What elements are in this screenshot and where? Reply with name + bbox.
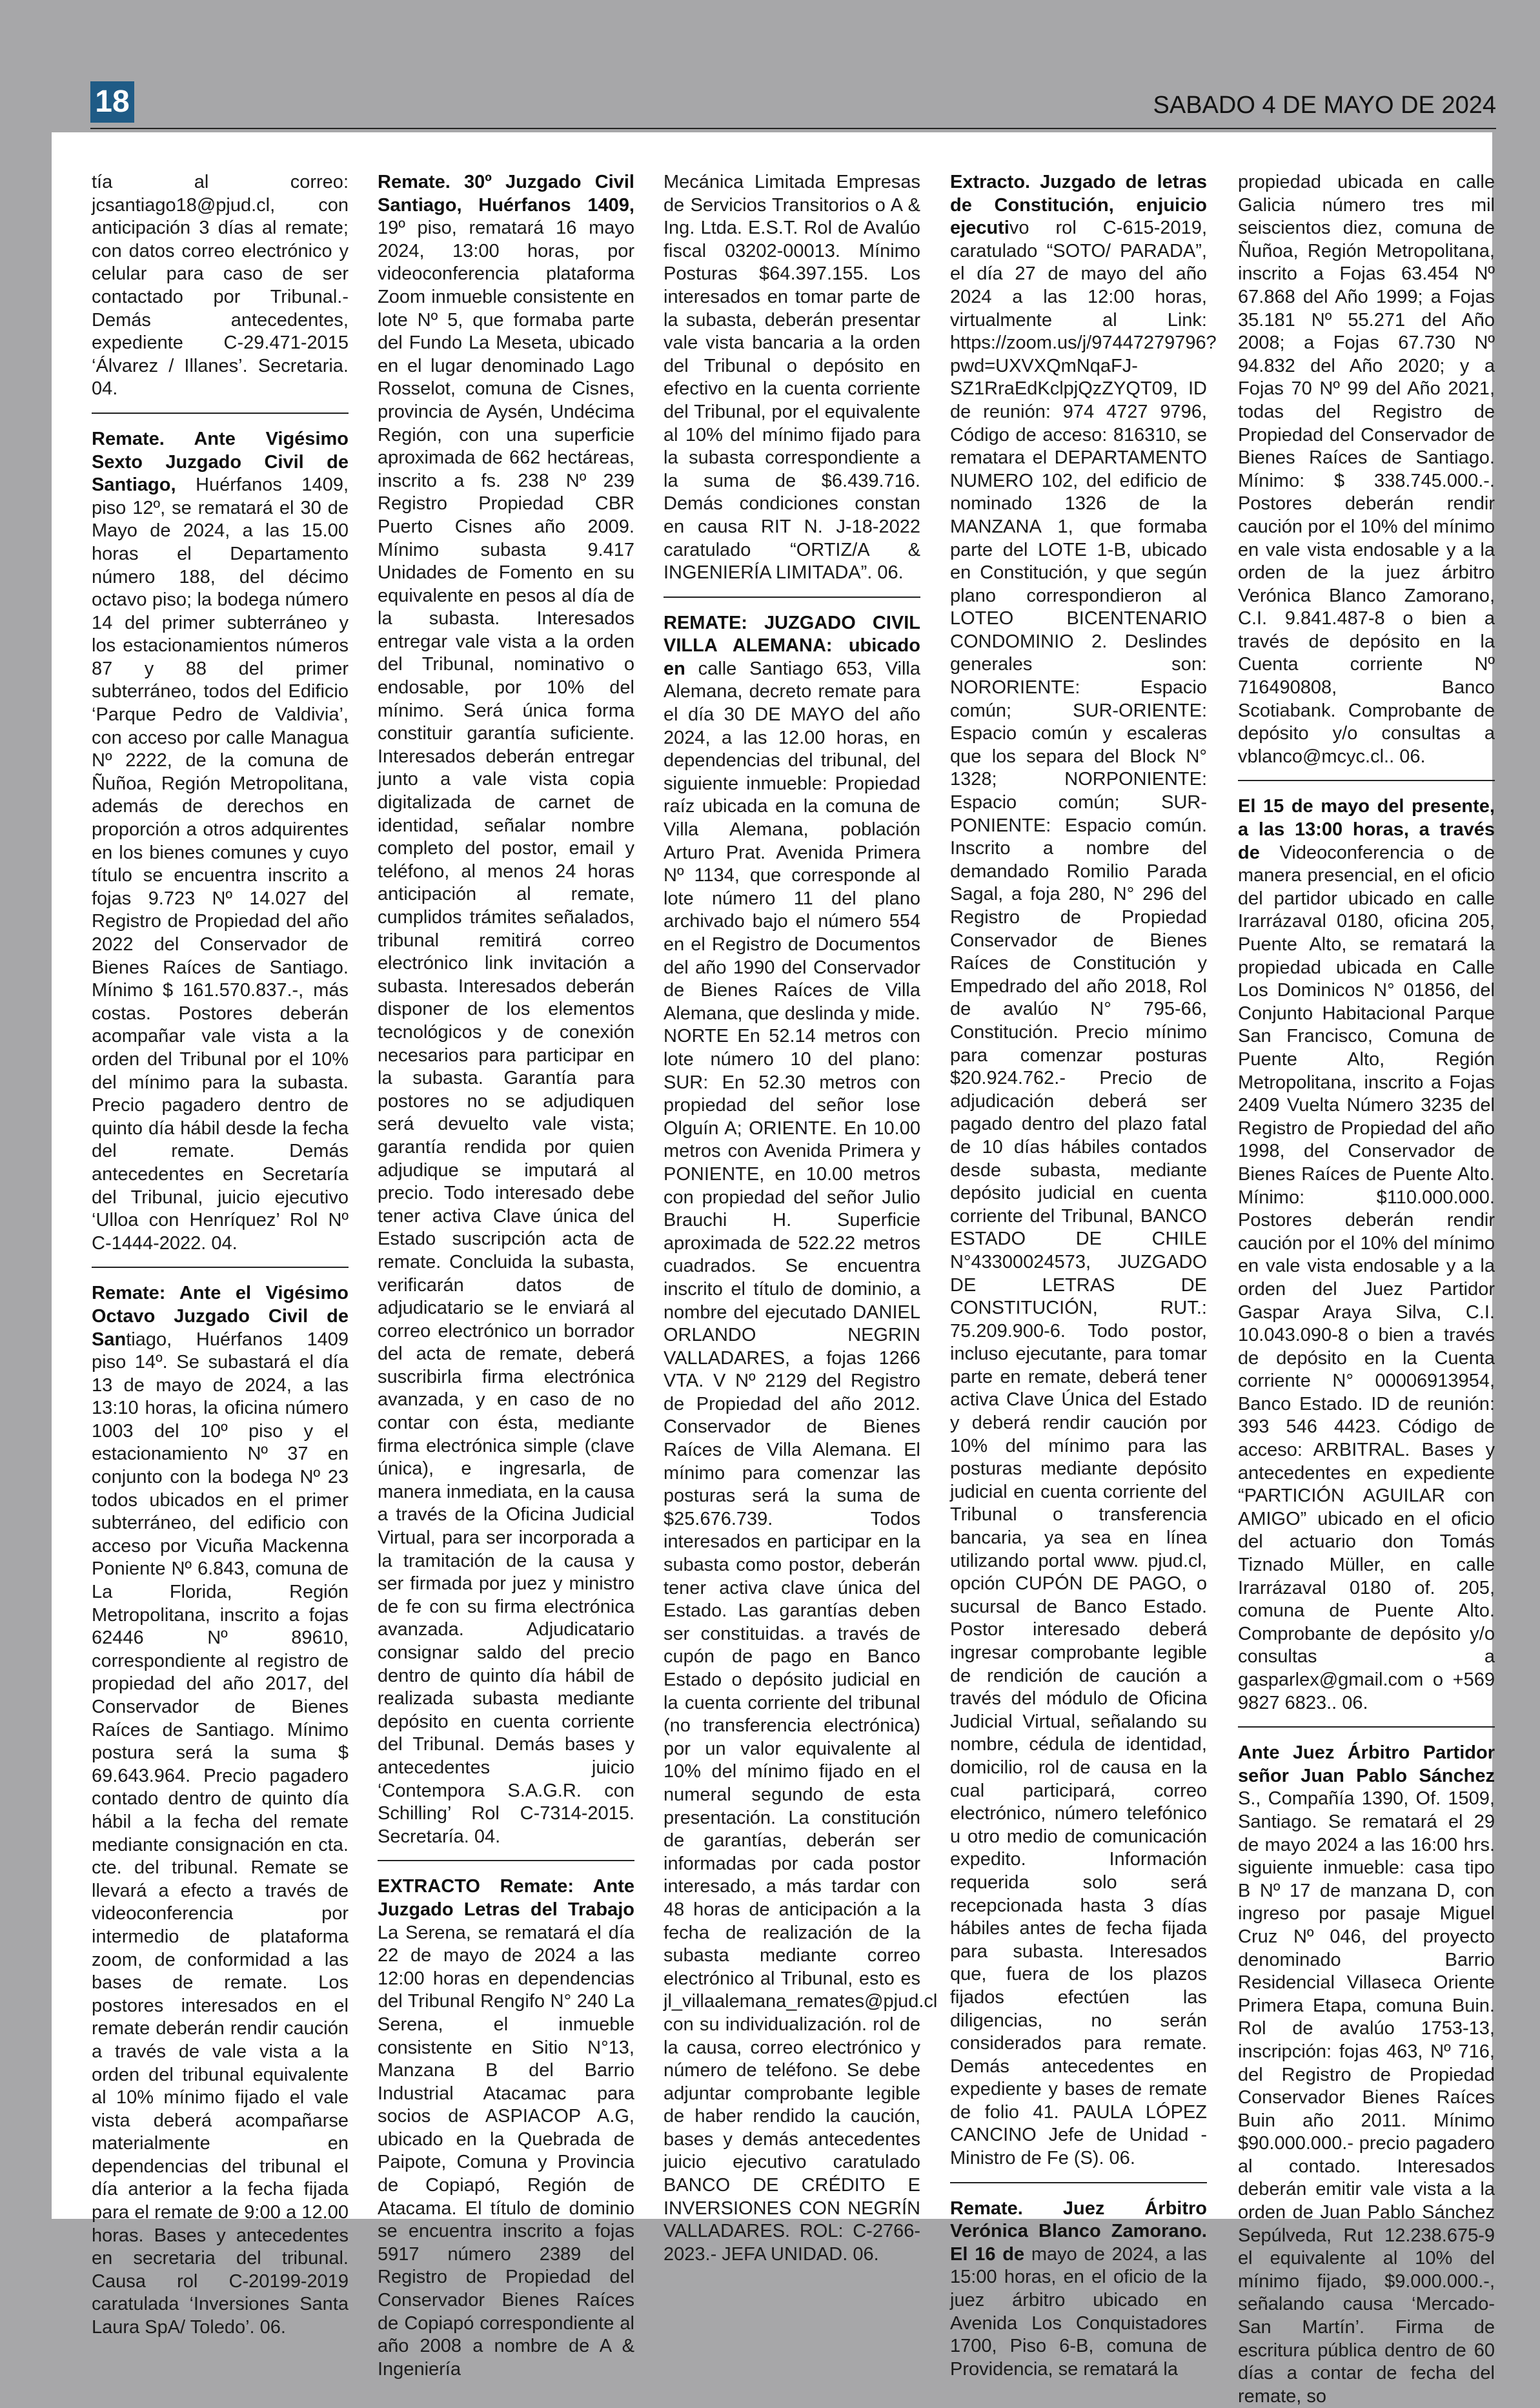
legal-notice: [664, 612, 938, 2267]
notice-heading: Remate. Ante Vigésimo Sexto Juzgado Civil de Santiago,: [92, 428, 349, 496]
legal-notice: [378, 171, 634, 1848]
notice-divider: [664, 597, 920, 598]
notice-heading: Remate. 30º Juzgado Civil Santiago, Huérfanos 1409,: [378, 172, 634, 216]
legal-notice: [950, 2198, 1207, 2382]
notice-body: tiago, Huérfanos 1409 piso 14º. Se subastará el día 13 de mayo de 2024, a las 13:10 horas, la oficina número 1003 del 10º piso y el estacionamiento Nº 37 en conjunto con la bodega Nº 23 todos ubicados en el primer subterráneo, del edificio con acceso por Vicuña Mackenna Poniente Nº 6.843, comuna de La Florida, Región Metropolitana, inscrito a fojas 62446 Nº 89610, correspondiente al registro de propiedad del año 2017, del Conservador de Bienes Raíces de Santiago. Mínimo postura será la suma $ 69.643.964. Precio pagadero contado dentro de quinto día hábil a la fecha del remate mediante consignación en cta. cte. del tribunal. Remate se llevará a efecto a través de videoconferencia por intermedio de plataforma zoom, de conformidad a las bases de remate. Los postores interesados en el remate deberán rendir caución a través de vale vista a la orden del tribunal equivalente al 10% mínimo fijado el vale vista deberá acompañarse materialmente en dependencias del tribunal el día anterior a la fecha fijada para el remate de 9:00 a 12.00 horas. Bases y antecedentes en secretaria del tribunal. Causa rol C-20199-2019 caratulada ‘Inversiones Santa Laura SpA/ Toledo’. 06.: [92, 1329, 349, 2338]
legal-notice: [92, 428, 349, 1255]
notice-divider: [92, 1267, 349, 1268]
legal-notice: [1238, 795, 1495, 1715]
notice-divider: [1238, 780, 1495, 781]
notice-divider: [1238, 1726, 1495, 1728]
notice-body: vo rol C-615-2019, caratulado “SOTO/ PARADA”, el día 27 de mayo del año 2024 a las 12:00 horas, virtualmente al Link: https://zoom.us/j/97447279796?pwd=UXVXQmNqaFJ-SZ1RraEdKclpjQzZYQT09, ID de reunión: 974 4727 9796, Código de acceso: 816310, se rematara el DEPARTAMENTO NUMERO 102, del edificio de nominado 1326 de la MANZANA 1, que formaba parte del LOTE 1-B, ubicado en Constitución, y que según plano correspondieron al LOTEO BICENTENARIO CONDOMINIO 2. Deslindes generales son: NORORIENTE: Espacio común; SUR-ORIENTE: Espacio común y escaleras que los separa del Block N° 1328; NORPONIENTE: Espacio común; SUR-PONIENTE: Espacio común. Inscrito a nombre del demandado Romilio Parada Sagal, a foja 280, N° 296 del Registro de Propiedad Conservador de Bienes Raíces de Constitución y Empedrado del año 2018, Rol de avalúo N° 795-66, Constitución. Precio mínimo para comenzar posturas $20.924.762.- Precio de adjudicación deberá ser pagado dentro del plazo fatal de 10 días hábiles contados desde subasta, mediante depósito judicial en cuenta corriente del Tribunal, BANCO ESTADO DE CHILE N°43300024573, JUZGADO DE LETRAS DE CONSTITUCIÓN, RUT.: 75.209.900-6. Todo postor, incluso ejecutante, para tomar parte en remate, deberá tener activa Clave Única del Estado y deberá rendir caución por 10% del mínimo para las posturas mediante depósito judicial en cuenta corriente del Tribunal o transferencia bancaria, ya sea en línea utilizando portal www. pjud.cl, opción CUPÓN DE PAGO, o sucursal de Banco Estado. Postor interesado deberá ingresar comprobante legible de rendición de caución a través del módulo de Oficina Judicial Virtual, señalando su nombre, cédula de identidad, domicilio, rol de causa en la cual participará, correo electrónico, número telefónico u otro medio de comunicación expedito. Información requerida solo será recepcionada hasta 3 días hábiles antes de fecha fijada para subasta. Interesados que, fuera de los plazos fijados efectúen las diligencias, no serán considerados para remate. Demás antecedentes en expediente y bases de remate de folio 41. PAULA LÓPEZ CANCINO Jefe de Unidad - Ministro de Fe (S). 06.: [950, 218, 1217, 2169]
notice-heading: EXTRACTO Remate: Ante Juzgado Letras del Trabajo: [378, 1876, 634, 1920]
legal-notice: [1238, 171, 1495, 768]
notice-divider: [92, 413, 349, 414]
column-2: [378, 171, 634, 2380]
column-3: [664, 171, 938, 2265]
column-1: [92, 171, 349, 2338]
notice-heading: Extracto. Juzgado de letras de Constitución, enjuicio ejecuti: [950, 172, 1207, 239]
notice-heading: Ante Juez Árbitro Partidor señor Juan Pablo Sánchez: [1238, 1742, 1495, 1786]
legal-notice: [378, 1875, 634, 2381]
legal-notice: [1238, 1742, 1495, 2408]
issue-date: SABADO 4 DE MAYO DE 2024: [1153, 92, 1496, 119]
column-4: [950, 171, 1217, 2380]
page-number: 18: [90, 81, 134, 123]
page-sheet: [52, 132, 1495, 2407]
notice-body: La Serena, se rematará el día 22 de mayo de 2024 a las 12:00 horas en dependencias del Tribunal Rengifo N° 240 La Serena, el inmueble consistente en Sitio N°13, Manzana B del Barrio Industrial Atacamac para socios de ASPIACOP A.G, ubicado en la Quebrada de Paipote, Comuna y Provincia de Copiapó, Región de Atacama. El título de dominio se encuentra inscrito a fojas 5917 número 2389 del Registro de Propiedad del Conservador Bienes Raíces de Copiapó correspondiente al año 2008 a nombre de A & Ingeniería: [378, 1922, 634, 2380]
notice-body: Videoconferencia o de manera presencial, en el oficio del partidor ubicado en calle Irarrázaval 0180, oficina 205, Puente Alto, se rematará la propiedad ubicada en Calle Los Dominicos N° 01856, del Conjunto Habitacional Parque San Francisco, Comuna de Puente Alto, Región Metropolitana, inscrito a Fojas 2409 Vuelta Número 3235 del Registro de Propiedad del año 1998, del Conservador de Bienes Raíces de Puente Alto. Mínimo: $110.000.000. Postores deberán rendir caución por el 10% del mínimo en vale vista endosable y a la orden del Juez Partidor Gaspar Araya Silva, C.I. 10.043.090-8 o bien a través de depósito en la Cuenta corriente N° 00006913954, Banco Estado. ID de reunión: 393 546 4423. Código de acceso: ARBITRAL. Bases y antecedentes en expediente “PARTICIÓN AGUILAR con AMIGO” ubicado en el oficio del actuario don Tomás Tiznado Müller, en calle Irarrázaval 0180 of. 205, comuna de Puente Alto. Comprobante de depósito y/o consultas a gasparlex@gmail.com o +569 9827 6823.. 06.: [1238, 842, 1495, 1713]
notice-divider: [950, 2182, 1207, 2183]
notice-heading: Remate. Juez Árbitro Verónica Blanco Zamorano. El 16 de: [950, 2198, 1207, 2265]
notice-body: mayo de 2024, a las 15:00 horas, en el oficio de la juez árbitro ubicado en Avenida Los Conquistadores 1700, Piso 6-B, comuna de Providencia, se rematará la: [950, 2243, 1207, 2380]
notice-divider: [378, 1860, 634, 1861]
legal-notice: [92, 1282, 349, 2339]
notice-body: Huérfanos 1409, piso 12º, se rematará el 30 de Mayo de 2024, a las 15.00 horas el Departamento número 188, del décimo octavo piso; la bodega número 14 del primer subterráneo y los estacionamientos números 87 y 88 del primer subterráneo, todos del Edificio ‘Parque Pedro de Valdivia’, con acceso por calle Managua Nº 2222, de la comuna de Ñuñoa, Región Metropolitana, además de derechos en proporción a otros adquirentes en los bienes comunes y cuyo título se encuentra inscrito a fojas 9.723 Nº 14.027 del Registro de Propiedad del año 2022 del Conservador de Bienes Raíces de Santiago. Mínimo $ 161.570.837.-, más costas. Postores deberán acompañar vale vista a la orden del Tribunal por el 10% del mínimo para la subasta. Precio pagadero dentro de quinto día hábil desde la fecha del remate. Demás antecedentes en Secretaría del Tribunal, juicio ejecutivo ‘Ulloa con Henríquez’ Rol Nº C-1444-2022. 04.: [92, 474, 349, 1254]
notice-heading: El 15 de mayo del presente, a las 13:00 horas, a través de: [1238, 796, 1495, 863]
page-header: [90, 77, 1496, 129]
notice-body: calle Santiago 653, Villa Alemana, decreto remate para el día 30 DE MAYO del año 2024, a las 12.00 horas, en dependencias del tribunal, del siguiente inmueble: Propiedad raíz ubicada en la comuna de Villa Alemana, población Arturo Prat. Avenida Primera Nº 1134, que corresponde al lote número 11 del plano archivado bajo el número 554 en el Registro de Documentos del año 1990 del Conservador de Bienes Raíces de Villa Alemana, que deslinda y mide. NORTE En 52.14 metros con lote número 10 del plano: SUR: En 52.30 metros con propiedad del señor lose Olguín A; ORIENTE. En 10.00 metros con Avenida Primera y PONIENTE, en 10.00 metros con propiedad del señor Julio Brauchi H. Superficie aproximada de 522.22 metros cuadrados. Se encuentra inscrito el título de dominio, a nombre del ejecutado DANIEL ORLANDO NEGRIN VALLADARES, a fojas 1266 VTA. V Nº 2129 del Registro de Propiedad del año 2012. Conservador de Bienes Raíces de Villa Alemana. El mínimo para comenzar las posturas será la suma de $25.676.739. Todos interesados en participar en la subasta como postor, deberán tener activa clave única del Estado. Las garantías deben ser constituidas. a través de cupón de pago en Banco Estado o depósito judicial en la cuenta corriente del tribunal (no transferencia electrónica) por un valor equivalente al 10% del mínimo fijado en el numeral segundo de esta presentación. La constitución de garantías, deberán ser informadas por cada postor interesado, a más tardar con 48 horas de anticipación a la fecha de realización de la subasta mediante correo electrónico al Tribunal, esto es jl_villaalemana_remates@pjud.cl con su individualización. rol de la causa, correo electrónico y número de teléfono. Se debe adjuntar comprobante legible de haber rendido la caución, bases y demás antecedentes juicio ejecutivo caratulado BANCO DE CRÉDITO E INVERSIONES CON NEGRÍN VALLADARES. ROL: C-2766-2023.- JEFA UNIDAD. 06.: [664, 658, 938, 2265]
column-5: [1238, 171, 1495, 2407]
legal-notice: [664, 171, 920, 585]
notice-body: 19º piso, rematará 16 mayo 2024, 13:00 horas, por videoconferencia plataforma Zoom inmueble consistente en lote Nº 5, que formaba parte del Fundo La Meseta, ubicado en el lugar denominado Lago Rosselot, comuna de Cisnes, provincia de Aysén, Undécima Región, con una superficie aproximada de 662 hectáreas, inscrito a fs. 238 Nº 239 Registro Propiedad CBR Puerto Cisnes año 2009. Mínimo subasta 9.417 Unidades de Fomento en su equivalente en pesos al día de la subasta. Interesados entregar vale vista a la orden del Tribunal, nominativo o endosable, por 10% del mínimo. Será única forma constituir garantía suficiente. Interesados deberán entregar junto a vale vista copia digitalizada de carnet de identidad, señalar nombre completo del postor, email y teléfono, al menos 24 horas anticipación al remate, cumplidos trámites señalados, tribunal remitirá correo electrónico link invitación a subasta. Interesados deberán disponer de los elementos tecnológicos y de conexión necesarios para participar en la subasta. Garantía para postores no se adjudiquen será devuelto vale vista; garantía rendida por quien adjudique se imputará al precio. Todo interesado debe tener activa Clave única del Estado suscripción acta de remate. Concluida la subasta, verificarán datos de adjudicatario se le enviará al correo electrónico un borrador del acta de remate, deberá suscribirla firma electrónica avanzada, y en caso de no contar con ésta, mediante firma electrónica simple (clave única), e ingresarla, de manera inmediata, en la causa a través de la Oficina Judicial Virtual, para ser incorporada a la tramitación de la causa y ser firmada por juez y ministro de fe con su firma electrónica avanzada. Adjudicatario consignar saldo del precio dentro de quinto día hábil de realizada subasta mediante depósito en cuenta corriente del Tribunal. Demás bases y antecedentes juicio ‘Contempora S.A.G.R. con Schilling’ Rol C-7314-2015. Secretaría. 04.: [378, 218, 634, 1847]
notice-body: S., Compañía 1390, Of. 1509, Santiago. Se rematará el 29 de mayo 2024 a las 16:00 hrs. siguiente inmueble: casa tipo B Nº 17 de manzana D, con ingreso por pasaje Miguel Cruz Nº 046, del proyecto denominado Barrio Residencial Villaseca Oriente Primera Etapa, comuna Buin. Rol de avalúo 1753-13, inscripción: fojas 463, Nº 716, del Registro de Propiedad Conservador Bienes Raíces Buin año 2011. Mínimo $90.000.000.- precio pagadero al contado. Interesados deberán emitir vale vista a la orden de Juan Pablo Sánchez Sepúlveda, Rut 12.238.675-9 el equivalente al 10% del mínimo fijado, $9.000.000.-, señalando causa ‘Mercado-San Martín’. Firma de escritura pública dentro de 60 días a contar de fecha del remate, so: [1238, 1788, 1495, 2407]
notice-heading: Remate: Ante el Vigésimo Octavo Juzgado Civil de San: [92, 1283, 349, 1350]
notice-body: Mecánica Limitada Empresas de Servicios Transitorios o A & Ing. Ltda. E.S.T. Rol de Avalúo fiscal 03202-00013. Mínimo Posturas $64.397.155. Los interesados en tomar parte de la subasta, deberán presentar vale vista bancaria a la orden del Tribunal o depósito en efectivo en la cuenta corriente del Tribunal, por el equivalente al 10% del mínimo fijado para la subasta correspondiente a la suma de $6.439.716. Demás condiciones constan en causa RIT N. J-18-2022 caratulado “ORTIZ/A & INGENIERÍA LIMITADA”. 06.: [664, 172, 920, 584]
notice-heading: REMATE: JUZGADO CIVIL VILLA ALEMANA: ubicado en: [664, 612, 920, 679]
legal-notice: [950, 171, 1217, 2170]
notice-body: propiedad ubicada en calle Galicia número tres mil seiscientos diez, comuna de Ñuñoa, Región Metropolitana, inscrito a Fojas 63.454 Nº 67.868 del Año 1999; a Fojas 35.181 Nº 55.271 del Año 2008; a Fojas 67.730 Nº 94.832 del Año 2020; y a Fojas 70 Nº 99 del Año 2021, todas del Registro de Propiedad del Conservador de Bienes Raíces de Santiago. Mínimo: $ 338.745.000.-. Postores deberán rendir caución por el 10% del mínimo en vale vista endosable y a la orden de la juez árbitro Verónica Blanco Zamorano, C.I. 9.841.487-8 o bien a través de depósito en la Cuenta corriente Nº 716490808, Banco Scotiabank. Comprobante de depósito y/o consultas a vblanco@mcyc.cl.. 06.: [1238, 172, 1495, 767]
notice-body: tía al correo: jcsantiago18@pjud.cl, con anticipación 3 días al remate; con datos correo electrónico y celular para caso de ser contactado por Tribunal.- Demás antecedentes, expediente C-29.471-2015 ‘Álvarez / Illanes’. Secretaria. 04.: [92, 172, 349, 400]
legal-notice: [92, 171, 349, 401]
